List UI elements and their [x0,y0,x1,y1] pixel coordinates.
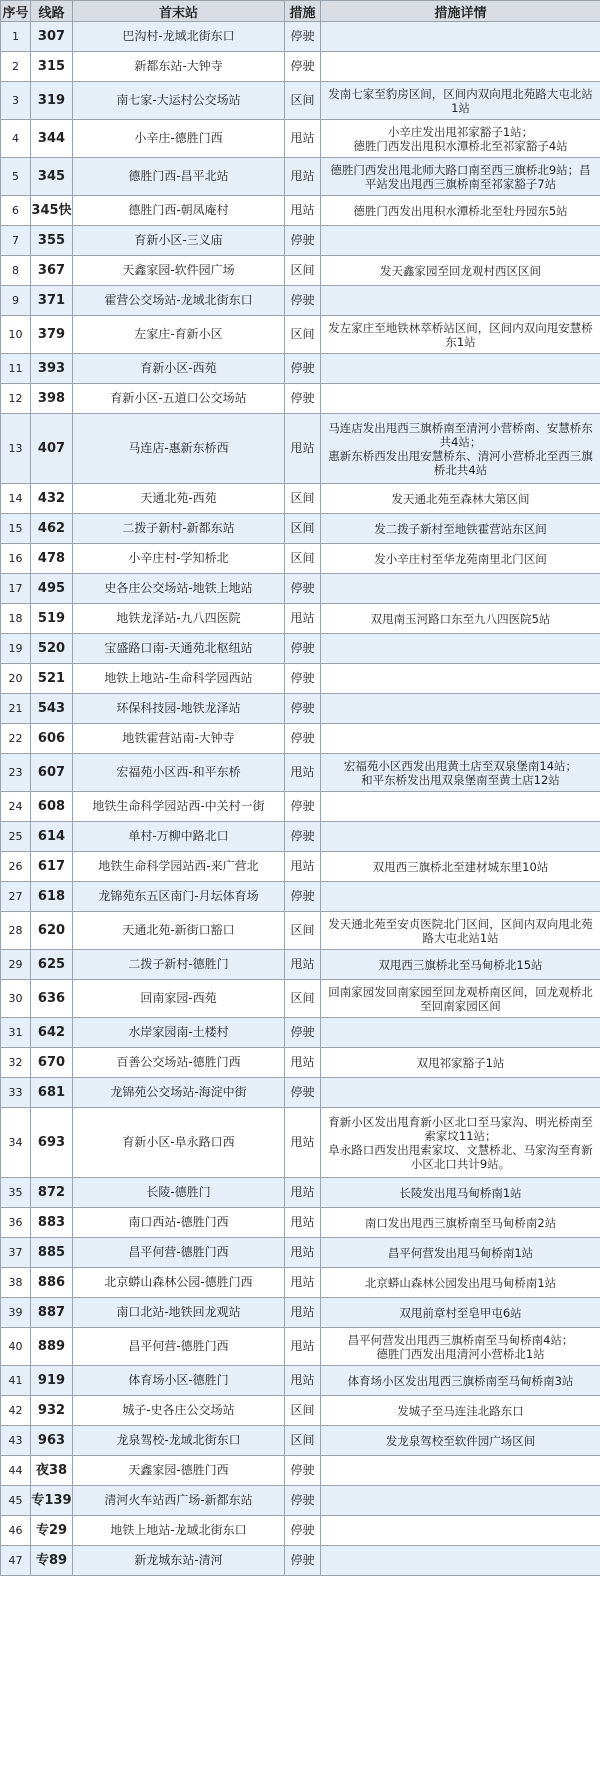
cell-measure: 区间 [285,256,321,286]
cell-measure-detail [321,634,600,664]
table-row [1,1238,600,1268]
cell-measure-detail: 发左家庄至地铁林萃桥站区间，区间内双向甩安慧桥东1站 [321,316,600,354]
cell-index: 32 [1,1048,31,1078]
cell-measure-detail [321,574,600,604]
cell-index: 21 [1,694,31,724]
cell-index: 7 [1,226,31,256]
cell-terminals: 地铁霍营站南-大钟寺 [73,724,285,754]
cell-index: 25 [1,822,31,852]
table-row [1,120,600,158]
cell-terminals: 水岸家园南-土楼村 [73,1018,285,1048]
cell-line: 607 [31,754,73,792]
table-row [1,574,600,604]
cell-measure: 停驶 [285,822,321,852]
cell-line: 专29 [31,1516,73,1546]
cell-terminals: 龙锦苑东五区南门-月坛体育场 [73,882,285,912]
cell-index: 8 [1,256,31,286]
cell-measure: 甩站 [285,1298,321,1328]
cell-measure: 停驶 [285,882,321,912]
cell-terminals: 城子-史各庄公交场站 [73,1396,285,1426]
cell-line: 883 [31,1208,73,1238]
table-row [1,1178,600,1208]
cell-terminals: 小辛庄-德胜门西 [73,120,285,158]
cell-measure: 停驶 [285,724,321,754]
cell-measure: 甩站 [285,196,321,226]
cell-terminals: 天鑫家园-软件园广场 [73,256,285,286]
cell-measure: 甩站 [285,1108,321,1178]
table-row [1,1078,600,1108]
cell-terminals: 马连店-惠新东桥西 [73,414,285,484]
cell-terminals: 德胜门西-朝凤庵村 [73,196,285,226]
cell-measure-detail: 双甩祁家豁子1站 [321,1048,600,1078]
cell-measure-detail [321,1546,600,1576]
cell-measure-detail [321,694,600,724]
table-row [1,82,600,120]
cell-line: 462 [31,514,73,544]
cell-index: 45 [1,1486,31,1516]
cell-measure: 区间 [285,912,321,950]
cell-line: 543 [31,694,73,724]
table-body [1,22,600,1576]
cell-measure: 甩站 [285,950,321,980]
cell-index: 5 [1,158,31,196]
cell-line: 519 [31,604,73,634]
cell-terminals: 龙泉驾校-龙域北街东口 [73,1426,285,1456]
cell-measure-detail: 发二拨子新村至地铁霍营站东区间 [321,514,600,544]
cell-index: 38 [1,1268,31,1298]
cell-line: 319 [31,82,73,120]
cell-measure-detail: 德胜门西发出甩积水潭桥北至牡丹园东5站 [321,196,600,226]
cell-index: 26 [1,852,31,882]
table-row [1,514,600,544]
cell-terminals: 龙锦苑公交场站-海淀中街 [73,1078,285,1108]
cell-measure-detail [321,724,600,754]
cell-line: 887 [31,1298,73,1328]
cell-terminals: 地铁生命科学园站西-来广营北 [73,852,285,882]
cell-measure: 区间 [285,82,321,120]
cell-terminals: 史各庄公交场站-地铁上地站 [73,574,285,604]
cell-measure: 甩站 [285,158,321,196]
table-row [1,158,600,196]
cell-index: 10 [1,316,31,354]
cell-measure-detail: 小辛庄发出甩祁家豁子1站； 德胜门西发出甩积水潭桥北至祁家豁子4站 [321,120,600,158]
cell-line: 398 [31,384,73,414]
cell-index: 37 [1,1238,31,1268]
cell-line: 371 [31,286,73,316]
cell-terminals: 宏福苑小区西-和平东桥 [73,754,285,792]
table-row [1,822,600,852]
cell-index: 24 [1,792,31,822]
cell-measure-detail: 发天鑫家园至回龙观村西区区间 [321,256,600,286]
cell-measure-detail [321,1018,600,1048]
table-row [1,792,600,822]
cell-index: 16 [1,544,31,574]
cell-terminals: 环保科技园-地铁龙泽站 [73,694,285,724]
table-row [1,1546,600,1576]
cell-terminals: 昌平何营-德胜门西 [73,1328,285,1366]
cell-line: 367 [31,256,73,286]
cell-measure-detail: 回南家园发回南家园至回龙观桥南区间，回龙观桥北至回南家园区间 [321,980,600,1018]
cell-index: 2 [1,52,31,82]
cell-terminals: 长陵-德胜门 [73,1178,285,1208]
table-row [1,1366,600,1396]
cell-measure: 停驶 [285,1486,321,1516]
cell-measure: 停驶 [285,634,321,664]
cell-terminals: 巴沟村-龙域北街东口 [73,22,285,52]
cell-terminals: 南口西站-德胜门西 [73,1208,285,1238]
cell-measure: 停驶 [285,22,321,52]
cell-line: 889 [31,1328,73,1366]
table-row [1,22,600,52]
cell-index: 18 [1,604,31,634]
cell-index: 4 [1,120,31,158]
cell-line: 520 [31,634,73,664]
table-row [1,950,600,980]
cell-measure-detail: 发小辛庄村至华龙苑南里北门区间 [321,544,600,574]
cell-index: 13 [1,414,31,484]
cell-terminals: 新都东站-大钟寺 [73,52,285,82]
cell-line: 专89 [31,1546,73,1576]
cell-index: 12 [1,384,31,414]
table-row [1,724,600,754]
cell-measure: 停驶 [285,1018,321,1048]
cell-measure-detail [321,384,600,414]
table-row [1,980,600,1018]
cell-line: 670 [31,1048,73,1078]
cell-line: 307 [31,22,73,52]
cell-line: 495 [31,574,73,604]
cell-terminals: 天通北苑-西苑 [73,484,285,514]
header-terminals: 首末站 [73,1,285,22]
header-measure-detail: 措施详情 [321,1,600,22]
cell-line: 432 [31,484,73,514]
cell-measure-detail: 昌平何营发出甩马甸桥南1站 [321,1238,600,1268]
cell-line: 885 [31,1238,73,1268]
table-row [1,384,600,414]
table-row [1,1268,600,1298]
table-row [1,544,600,574]
cell-measure: 甩站 [285,604,321,634]
table-row [1,1048,600,1078]
cell-line: 355 [31,226,73,256]
cell-index: 11 [1,354,31,384]
cell-index: 33 [1,1078,31,1108]
cell-measure: 停驶 [285,52,321,82]
cell-line: 521 [31,664,73,694]
cell-index: 27 [1,882,31,912]
cell-index: 1 [1,22,31,52]
cell-line: 393 [31,354,73,384]
cell-index: 36 [1,1208,31,1238]
cell-terminals: 育新小区-西苑 [73,354,285,384]
cell-index: 31 [1,1018,31,1048]
cell-measure-detail: 双甩西三旗桥北至马甸桥北15站 [321,950,600,980]
table-row [1,484,600,514]
cell-measure-detail: 北京蟒山森林公园发出甩马甸桥南1站 [321,1268,600,1298]
cell-measure: 甩站 [285,1208,321,1238]
cell-measure-detail: 昌平何营发出甩西三旗桥南至马甸桥南4站； 德胜门西发出甩清河小营桥北1站 [321,1328,600,1366]
cell-terminals: 南口北站-地铁回龙观站 [73,1298,285,1328]
cell-line: 606 [31,724,73,754]
cell-measure: 区间 [285,484,321,514]
cell-line: 932 [31,1396,73,1426]
cell-measure: 甩站 [285,754,321,792]
cell-measure-detail [321,1516,600,1546]
cell-terminals: 二拨子新村-新都东站 [73,514,285,544]
cell-measure-detail: 双甩西三旗桥北至建材城东里10站 [321,852,600,882]
cell-index: 46 [1,1516,31,1546]
cell-measure-detail: 德胜门西发出甩北师大路口南至西三旗桥北9站；昌平站发出甩西三旗桥南至祁家豁子7站 [321,158,600,196]
table-row [1,852,600,882]
cell-line: 681 [31,1078,73,1108]
cell-line: 345 [31,158,73,196]
cell-line: 617 [31,852,73,882]
cell-terminals: 体育场小区-德胜门 [73,1366,285,1396]
cell-line: 345快 [31,196,73,226]
cell-line: 919 [31,1366,73,1396]
cell-terminals: 地铁上地站-龙域北街东口 [73,1516,285,1546]
cell-measure-detail: 发天通北苑至森林大第区间 [321,484,600,514]
table-row [1,354,600,384]
table-row [1,1108,600,1178]
table-row [1,634,600,664]
table-row [1,1426,600,1456]
cell-line: 693 [31,1108,73,1178]
cell-index: 22 [1,724,31,754]
cell-measure: 停驶 [285,1078,321,1108]
cell-measure: 停驶 [285,664,321,694]
table-row [1,316,600,354]
cell-measure-detail: 南口发出甩西三旗桥南至马甸桥南2站 [321,1208,600,1238]
cell-measure-detail [321,1078,600,1108]
table-row [1,604,600,634]
cell-terminals: 小辛庄村-学知桥北 [73,544,285,574]
cell-index: 3 [1,82,31,120]
cell-line: 315 [31,52,73,82]
cell-measure-detail: 双甩前章村至皂甲屯6站 [321,1298,600,1328]
cell-measure-detail [321,882,600,912]
cell-measure: 甩站 [285,1268,321,1298]
cell-terminals: 天通北苑-新街口豁口 [73,912,285,950]
cell-index: 47 [1,1546,31,1576]
cell-measure-detail: 发城子至马连洼北路东口 [321,1396,600,1426]
cell-measure-detail: 双甩南玉河路口东至九八四医院5站 [321,604,600,634]
cell-terminals: 清河火车站西广场-新都东站 [73,1486,285,1516]
table-row [1,1018,600,1048]
cell-terminals: 育新小区-三义庙 [73,226,285,256]
table-row [1,1328,600,1366]
cell-measure: 停驶 [285,384,321,414]
cell-line: 872 [31,1178,73,1208]
cell-index: 29 [1,950,31,980]
cell-measure-detail [321,822,600,852]
cell-measure: 区间 [285,544,321,574]
cell-terminals: 百善公交场站-德胜门西 [73,1048,285,1078]
cell-index: 6 [1,196,31,226]
cell-terminals: 霍营公交场站-龙域北街东口 [73,286,285,316]
cell-measure: 甩站 [285,120,321,158]
cell-terminals: 地铁上地站-生命科学园西站 [73,664,285,694]
cell-measure: 停驶 [285,694,321,724]
cell-measure-detail [321,664,600,694]
cell-terminals: 昌平何营-德胜门西 [73,1238,285,1268]
table-row [1,196,600,226]
cell-measure-detail: 育新小区发出甩育新小区北口至马家沟、明光桥南至索家坟11站； 阜永路口西发出甩索家坟、文慧桥北、马家沟至育新小区北口共计9站。 [321,1108,600,1178]
cell-line: 344 [31,120,73,158]
cell-measure: 停驶 [285,354,321,384]
cell-line: 专139 [31,1486,73,1516]
cell-measure: 区间 [285,1426,321,1456]
cell-measure-detail: 马连店发出甩西三旗桥南至清河小营桥南、安慧桥东共4站； 惠新东桥西发出甩安慧桥东、清河小营桥北至西三旗桥北共4站 [321,414,600,484]
cell-index: 35 [1,1178,31,1208]
header-measure: 措施 [285,1,321,22]
cell-line: 379 [31,316,73,354]
table-row [1,414,600,484]
table-row [1,694,600,724]
cell-index: 28 [1,912,31,950]
table-row [1,286,600,316]
header-line: 线路 [31,1,73,22]
table-row [1,52,600,82]
cell-line: 407 [31,414,73,484]
cell-index: 39 [1,1298,31,1328]
cell-measure: 停驶 [285,286,321,316]
cell-measure: 停驶 [285,1516,321,1546]
cell-measure-detail [321,286,600,316]
cell-index: 40 [1,1328,31,1366]
cell-measure: 停驶 [285,574,321,604]
cell-measure-detail [321,1486,600,1516]
cell-index: 20 [1,664,31,694]
cell-measure: 停驶 [285,226,321,256]
cell-index: 14 [1,484,31,514]
cell-terminals: 左家庄-育新小区 [73,316,285,354]
cell-index: 15 [1,514,31,544]
cell-terminals: 二拨子新村-德胜门 [73,950,285,980]
cell-measure: 区间 [285,1396,321,1426]
cell-line: 642 [31,1018,73,1048]
cell-index: 17 [1,574,31,604]
cell-measure: 区间 [285,980,321,1018]
cell-terminals: 宝盛路口南-天通苑北枢纽站 [73,634,285,664]
header-row [1,1,600,22]
cell-terminals: 育新小区-阜永路口西 [73,1108,285,1178]
cell-terminals: 地铁生命科学园站西-中关村一街 [73,792,285,822]
cell-measure-detail [321,52,600,82]
table-row [1,1486,600,1516]
cell-terminals: 南七家-大运村公交场站 [73,82,285,120]
cell-index: 41 [1,1366,31,1396]
cell-index: 23 [1,754,31,792]
cell-measure-detail [321,354,600,384]
table-row [1,1298,600,1328]
cell-index: 42 [1,1396,31,1426]
table-row [1,226,600,256]
cell-line: 963 [31,1426,73,1456]
header-index: 序号 [1,1,31,22]
table-row [1,754,600,792]
cell-line: 618 [31,882,73,912]
cell-measure: 区间 [285,514,321,544]
cell-terminals: 德胜门西-昌平北站 [73,158,285,196]
cell-terminals: 新龙城东站-清河 [73,1546,285,1576]
cell-measure-detail: 宏福苑小区西发出甩黄土店至双泉堡南14站； 和平东桥发出甩双泉堡南至黄土店12站 [321,754,600,792]
cell-measure: 甩站 [285,414,321,484]
cell-terminals: 单村-万柳中路北口 [73,822,285,852]
cell-terminals: 天鑫家园-德胜门西 [73,1456,285,1486]
cell-measure: 甩站 [285,852,321,882]
table-row [1,256,600,286]
cell-line: 608 [31,792,73,822]
cell-measure: 区间 [285,316,321,354]
cell-measure-detail: 发南七家至豹房区间，区间内双向甩北苑路大屯北站1站 [321,82,600,120]
cell-terminals: 北京蟒山森林公园-德胜门西 [73,1268,285,1298]
table-row [1,664,600,694]
cell-line: 夜38 [31,1456,73,1486]
cell-index: 44 [1,1456,31,1486]
cell-index: 30 [1,980,31,1018]
table-row [1,912,600,950]
cell-measure-detail [321,226,600,256]
cell-terminals: 地铁龙泽站-九八四医院 [73,604,285,634]
cell-line: 614 [31,822,73,852]
cell-measure: 停驶 [285,1456,321,1486]
cell-measure: 停驶 [285,792,321,822]
cell-index: 43 [1,1426,31,1456]
table-row [1,882,600,912]
cell-measure: 甩站 [285,1328,321,1366]
cell-measure: 甩站 [285,1048,321,1078]
cell-measure: 停驶 [285,1546,321,1576]
table-row [1,1516,600,1546]
cell-measure-detail: 发龙泉驾校至软件园广场区间 [321,1426,600,1456]
cell-measure: 甩站 [285,1366,321,1396]
cell-measure-detail [321,22,600,52]
table-row [1,1456,600,1486]
cell-measure-detail [321,1456,600,1486]
cell-measure-detail: 发天通北苑至安贞医院北门区间，区间内双向甩北苑路大屯北站1站 [321,912,600,950]
cell-line: 478 [31,544,73,574]
cell-terminals: 育新小区-五道口公交场站 [73,384,285,414]
cell-measure-detail [321,792,600,822]
cell-line: 636 [31,980,73,1018]
table-row [1,1208,600,1238]
cell-index: 19 [1,634,31,664]
cell-measure-detail: 长陵发出甩马甸桥南1站 [321,1178,600,1208]
cell-index: 9 [1,286,31,316]
cell-line: 620 [31,912,73,950]
cell-measure-detail: 体育场小区发出甩西三旗桥南至马甸桥南3站 [321,1366,600,1396]
cell-measure: 甩站 [285,1238,321,1268]
table-row [1,1396,600,1426]
cell-line: 625 [31,950,73,980]
cell-index: 34 [1,1108,31,1178]
cell-measure: 甩站 [285,1178,321,1208]
cell-line: 886 [31,1268,73,1298]
cell-terminals: 回南家园-西苑 [73,980,285,1018]
